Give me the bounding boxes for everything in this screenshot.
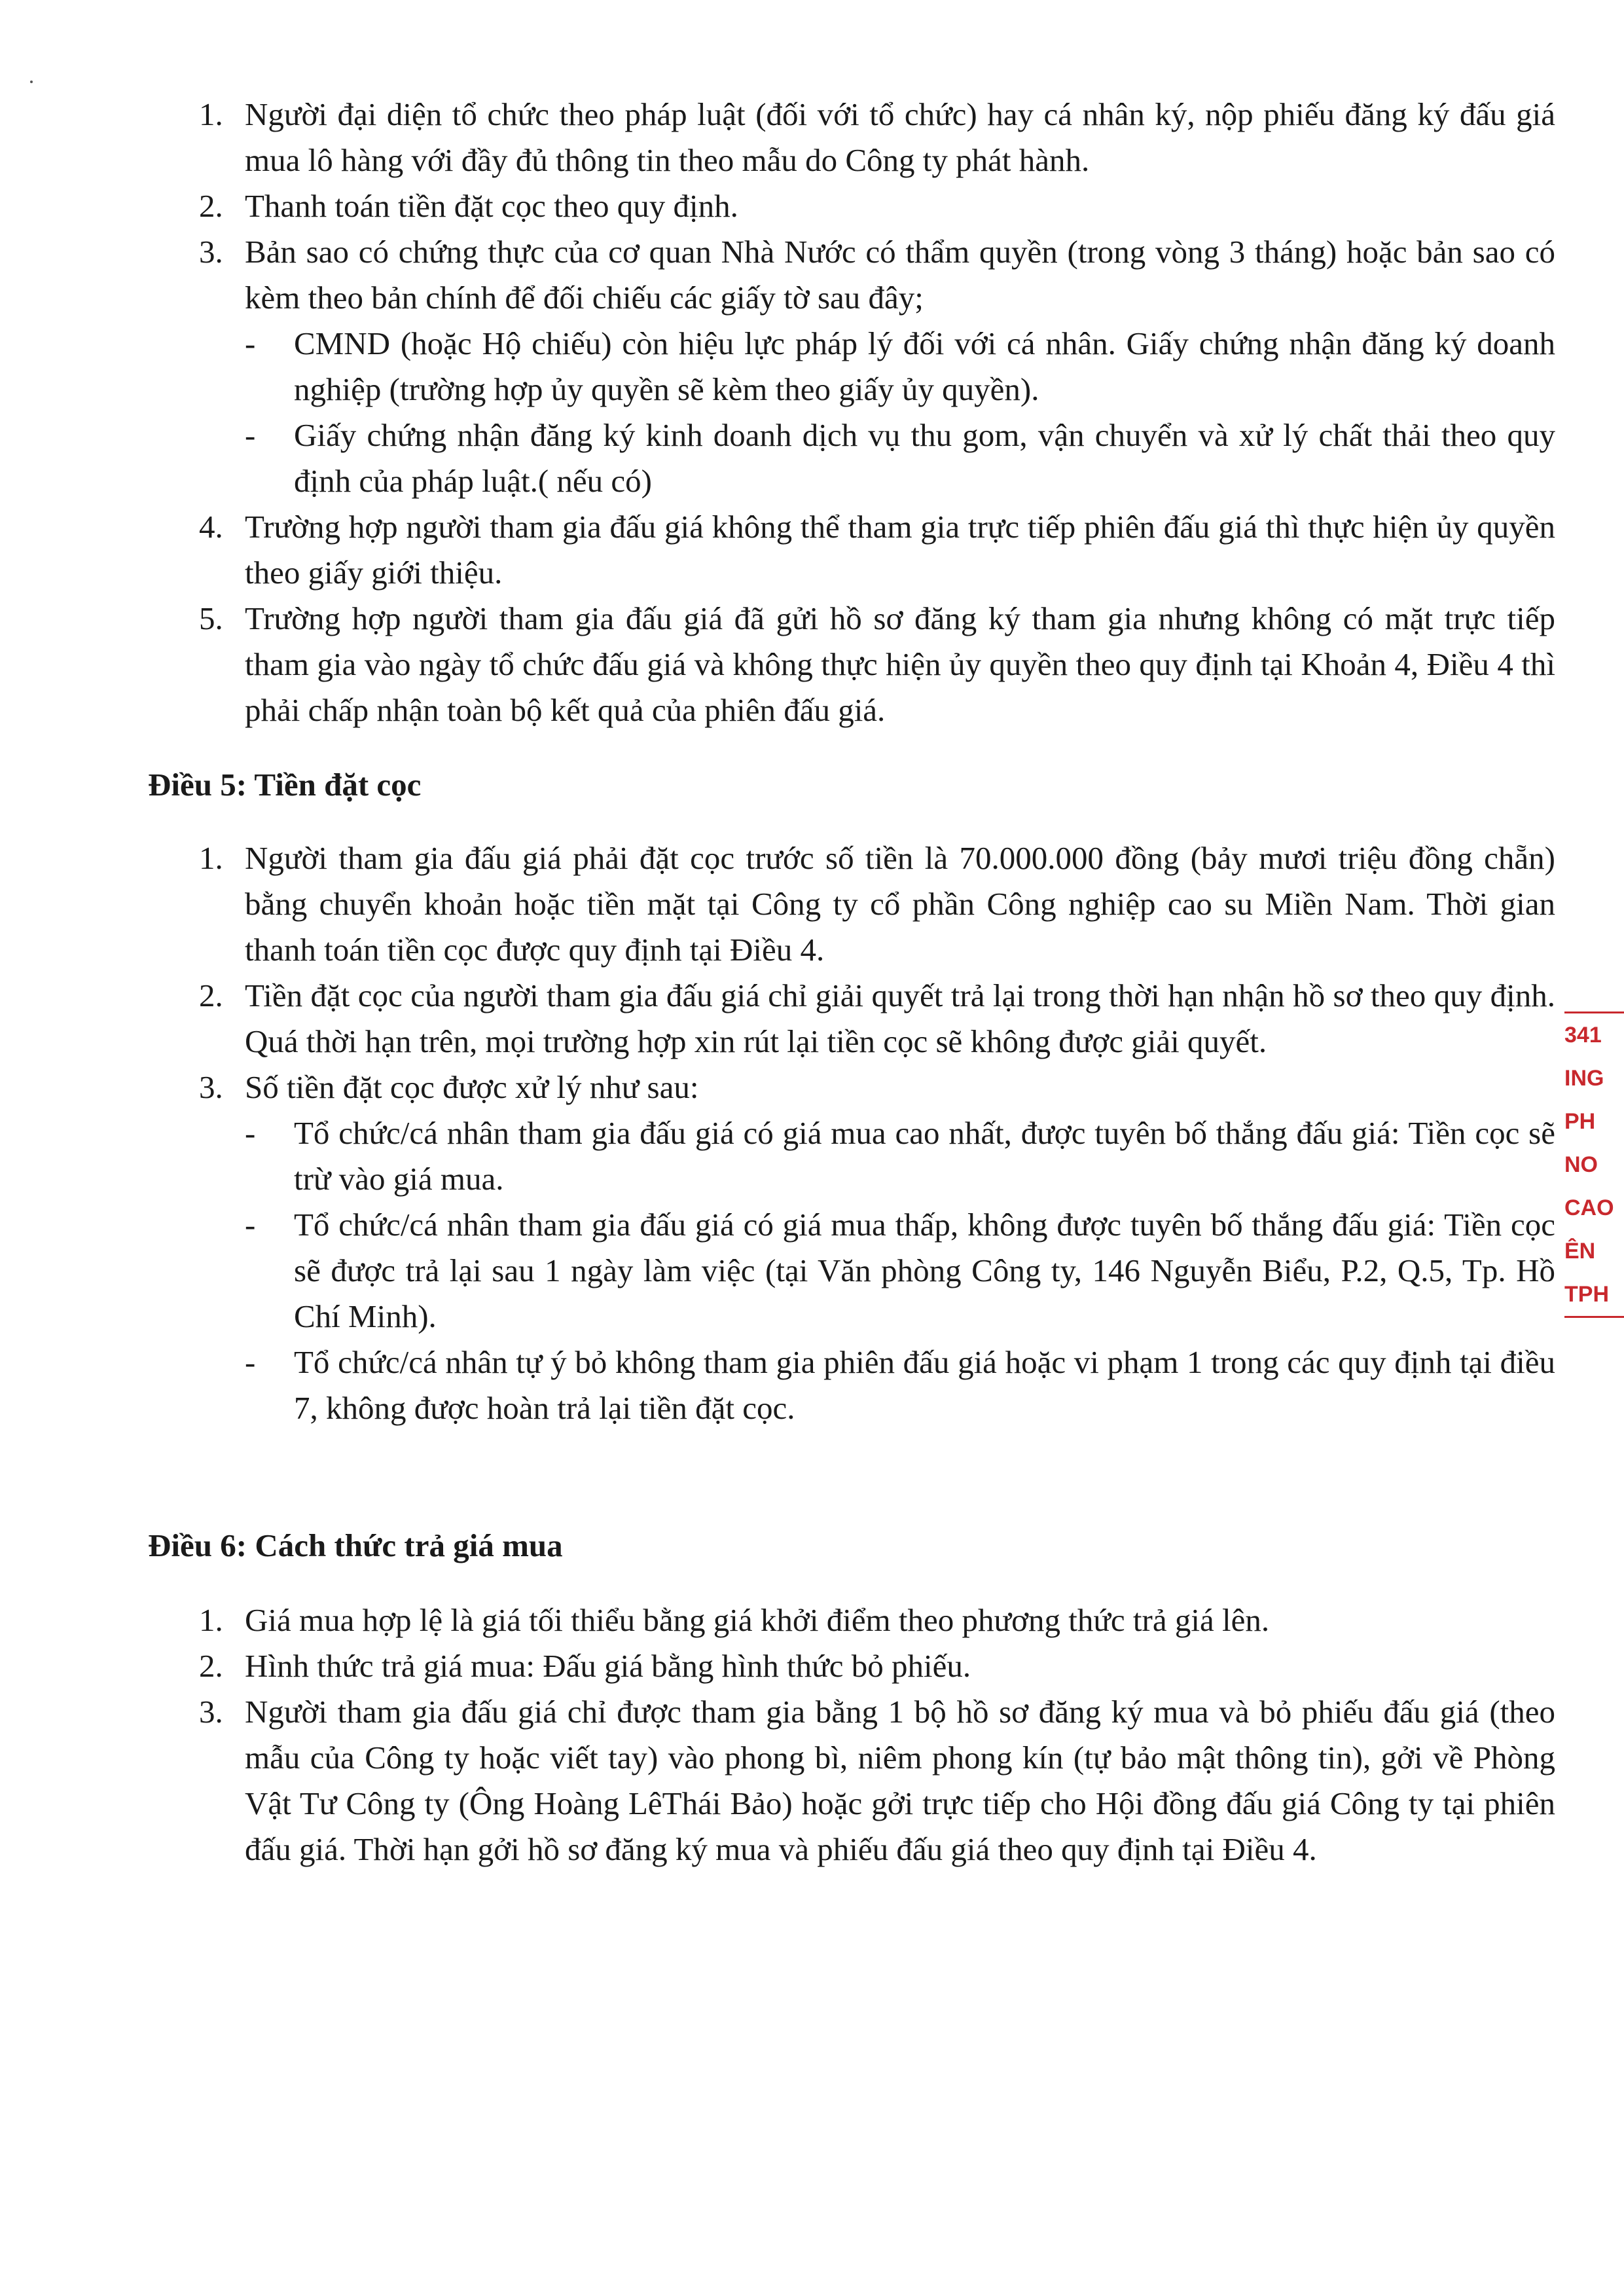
list-item: 1. Người tham gia đấu giá phải đặt cọc trước số tiền là 70.000.000 đồng (bảy mươi triệu đồng chẵn) bằng chuyển khoản hoặc tiền mặt tại Công ty cổ phần Công nghiệp cao su Miền Nam. Thời gian thanh toán tiền cọc được quy định tại Điều 4. [199,840,1555,968]
sub-list-item: - CMND (hoặc Hộ chiếu) còn hiệu lực pháp lý đối với cá nhân. Giấy chứng nhận đăng ký doanh nghiệp (trường hợp ủy quyền sẽ kèm theo giấy ủy quyền). [245,325,1555,407]
intro-list [148,92,1555,733]
article-6-list [148,1597,1555,1872]
sub-list-item: - Tổ chức/cá nhân tự ý bỏ không tham gia phiên đấu giá hoặc vi phạm 1 trong các quy định tại điều 7, không được hoàn trả lại tiền đặt cọc. [245,1344,1555,1426]
list-item: 3. Người tham gia đấu giá chỉ được tham gia bằng 1 bộ hồ sơ đăng ký mua và bỏ phiếu đấu giá (theo mẫu của Công ty hoặc viết tay) vào phong bì, niêm phong kín (tự bảo mật thông tin), gởi về Phòng Vật Tư Công ty (Ông Hoàng LêThái Bảo) hoặc gởi trực tiếp cho Hội đồng đấu giá Công ty tại phiên đấu giá. Thời hạn gởi hồ sơ đăng ký mua và phiếu đấu giá theo quy định tại Điều 4. [199,1694,1555,1867]
list-item: 1. Người đại diện tổ chức theo pháp luật (đối với tổ chức) hay cá nhân ký, nộp phiếu đăng ký đấu giá mua lô hàng với đầy đủ thông tin theo mẫu do Công ty phát hành. [199,96,1555,178]
list-item-text: Người tham gia đấu giá chỉ được tham gia bằng 1 bộ hồ sơ đăng ký mua và bỏ phiếu đấu giá (theo mẫu của Công ty hoặc viết tay) vào phong bì, niêm phong kín (tự bảo mật thông tin), gởi về Phòng Vật Tư Công ty (Ông Hoàng LêThái Bảo) hoặc gởi trực tiếp cho Hội đồng đấu giá Công ty tại phiên đấu giá. Thời hạn gởi hồ sơ đăng ký mua và phiếu đấu giá theo quy định tại Điều 4. [245,1694,1555,1867]
sub-list-item: - Giấy chứng nhận đăng ký kinh doanh dịch vụ thu gom, vận chuyển và xử lý chất thải theo quy định của pháp luật.( nếu có) [245,417,1555,499]
list-item-text: Trường hợp người tham gia đấu giá đã gửi hồ sơ đăng ký tham gia nhưng không có mặt trực tiếp tham gia vào ngày tổ chức đấu giá và không thực hiện ủy quyền theo quy định tại Khoản 4, Điều 4 thì phải chấp nhận toàn bộ kết quả của phiên đấu giá. [245,600,1555,728]
stamp-text: ÊN [1564,1239,1596,1264]
document-body [148,92,1555,1872]
article-6-heading: Điều 6: Cách thức trả giá mua [148,1527,563,1563]
stamp-text: CAO [1564,1195,1614,1220]
list-item: 2. Thanh toán tiền đặt cọc theo quy định. [199,188,738,224]
list-item: 2. Tiền đặt cọc của người tham gia đấu giá chỉ giải quyết trả lại trong thời hạn nhận hồ sơ theo quy định. Quá thời hạn trên, mọi trường hợp xin rút lại tiền cọc sẽ không được giải quyết. [199,977,1555,1059]
list-item: 3. Bản sao có chứng thực của cơ quan Nhà Nước có thẩm quyền (trong vòng 3 tháng) hoặc bản sao có kèm theo bản chính để đối chiếu các giấy tờ sau đây; - CMND (hoặc Hộ chiếu) còn hiệu lực pháp lý đối với cá nhân. Giấy chứng nhận đăng ký doanh nghiệp (trường hợp ủy quyền sẽ kèm theo giấy ủy quyền). - Giấy chứng nhận đăng ký kinh doanh dịch vụ thu gom, vận chuyển và xử lý chất thải theo quy định của pháp luật.( nếu có) [148,229,1555,504]
list-item-text: Thanh toán tiền đặt cọc theo quy định. [245,188,738,224]
scan-speck [30,81,33,83]
stamp-text: ING [1564,1066,1604,1091]
sub-list-item-text: CMND (hoặc Hộ chiếu) còn hiệu lực pháp lý đối với cá nhân. Giấy chứng nhận đăng ký doanh nghiệp (trường hợp ủy quyền sẽ kèm theo giấy ủy quyền). [294,325,1555,407]
list-item: 4. Trường hợp người tham gia đấu giá không thể tham gia trực tiếp phiên đấu giá thì thực hiện ủy quyền theo giấy giới thiệu. [199,509,1555,591]
list-item: 2. Hình thức trả giá mua: Đấu giá bằng hình thức bỏ phiếu. [199,1648,971,1684]
list-item-text: Người tham gia đấu giá phải đặt cọc trước số tiền là 70.000.000 đồng (bảy mươi triệu đồng chẵn) bằng chuyển khoản hoặc tiền mặt tại Công ty cổ phần Công nghiệp cao su Miền Nam. Thời gian thanh toán tiền cọc được quy định tại Điều 4. [245,840,1555,968]
stamp-text: 341 [1564,1023,1602,1048]
sub-list-item-text: Tổ chức/cá nhân tự ý bỏ không tham gia phiên đấu giá hoặc vi phạm 1 trong các quy định tại điều 7, không được hoàn trả lại tiền đặt cọc. [294,1344,1555,1426]
article-5-heading: Điều 5: Tiền đặt cọc [148,767,422,803]
list-item-text: Số tiền đặt cọc được xử lý như sau: [245,1069,699,1105]
sub-list-item: - Tổ chức/cá nhân tham gia đấu giá có giá mua cao nhất, được tuyên bố thắng đấu giá: Tiền cọc sẽ trừ vào giá mua. [245,1115,1555,1197]
red-stamp-fragment [1564,1011,1624,1352]
sub-list [245,1110,1555,1431]
list-item: 5. Trường hợp người tham gia đấu giá đã gửi hồ sơ đăng ký tham gia nhưng không có mặt trực tiếp tham gia vào ngày tổ chức đấu giá và không thực hiện ủy quyền theo quy định tại Khoản 4, Điều 4 thì phải chấp nhận toàn bộ kết quả của phiên đấu giá. [199,600,1555,728]
stamp-text: NO [1564,1152,1598,1177]
sub-list-item-text: Giấy chứng nhận đăng ký kinh doanh dịch vụ thu gom, vận chuyển và xử lý chất thải theo quy định của pháp luật.( nếu có) [294,417,1555,499]
list-item-text: Bản sao có chứng thực của cơ quan Nhà Nước có thẩm quyền (trong vòng 3 tháng) hoặc bản sao có kèm theo bản chính để đối chiếu các giấy tờ sau đây; [245,234,1555,316]
list-item-text: Trường hợp người tham gia đấu giá không thể tham gia trực tiếp phiên đấu giá thì thực hiện ủy quyền theo giấy giới thiệu. [245,509,1555,591]
sub-list-item-text: Tổ chức/cá nhân tham gia đấu giá có giá mua thấp, không được tuyên bố thắng đấu giá: Tiền cọc sẽ được trả lại sau 1 ngày làm việc (tại Văn phòng Công ty, 146 Nguyễn Biểu, P.2, Q.5, Tp. Hồ Chí Minh). [294,1207,1555,1334]
list-item: 1. Giá mua hợp lệ là giá tối thiểu bằng giá khởi điểm theo phương thức trả giá lên. [199,1602,1270,1638]
stamp-border-line [1564,1316,1624,1318]
stamp-text: TPH [1564,1282,1609,1307]
list-item: 3. Số tiền đặt cọc được xử lý như sau: - Tổ chức/cá nhân tham gia đấu giá có giá mua cao nhất, được tuyên bố thắng đấu giá: Tiền cọc sẽ trừ vào giá mua. - Tổ chức/cá nhân tham gia đấu giá có giá mua thấp, không được tuyên bố thắng đấu giá: Tiền cọc sẽ được trả lại sau 1 ngày làm việc (tại Văn phòng Công ty, 146 Nguyễn Biểu, P.2, Q.5, Tp. Hồ Chí Minh). - Tổ chức/cá nhân tự ý bỏ không tham gia phiên đấu giá hoặc vi phạm 1 trong các quy định tại điều 7, không được hoàn trả lại tiền đặt cọc. [148,1065,1555,1431]
sub-list-item-text: Tổ chức/cá nhân tham gia đấu giá có giá mua cao nhất, được tuyên bố thắng đấu giá: Tiền cọc sẽ trừ vào giá mua. [294,1115,1555,1197]
list-item-text: Giá mua hợp lệ là giá tối thiểu bằng giá khởi điểm theo phương thức trả giá lên. [245,1602,1270,1638]
article-5-list [148,835,1555,1431]
list-item-text: Người đại diện tổ chức theo pháp luật (đối với tổ chức) hay cá nhân ký, nộp phiếu đăng ký đấu giá mua lô hàng với đầy đủ thông tin theo mẫu do Công ty phát hành. [245,96,1555,178]
sub-list-item: - Tổ chức/cá nhân tham gia đấu giá có giá mua thấp, không được tuyên bố thắng đấu giá: Tiền cọc sẽ được trả lại sau 1 ngày làm việc (tại Văn phòng Công ty, 146 Nguyễn Biểu, P.2, Q.5, Tp. Hồ Chí Minh). [245,1207,1555,1334]
stamp-text: PH [1564,1109,1596,1134]
list-item-text: Tiền đặt cọc của người tham gia đấu giá chỉ giải quyết trả lại trong thời hạn nhận hồ sơ theo quy định. Quá thời hạn trên, mọi trường hợp xin rút lại tiền cọc sẽ không được giải quyết. [245,977,1555,1059]
list-item-text: Hình thức trả giá mua: Đấu giá bằng hình thức bỏ phiếu. [245,1648,971,1684]
sub-list [245,321,1555,504]
